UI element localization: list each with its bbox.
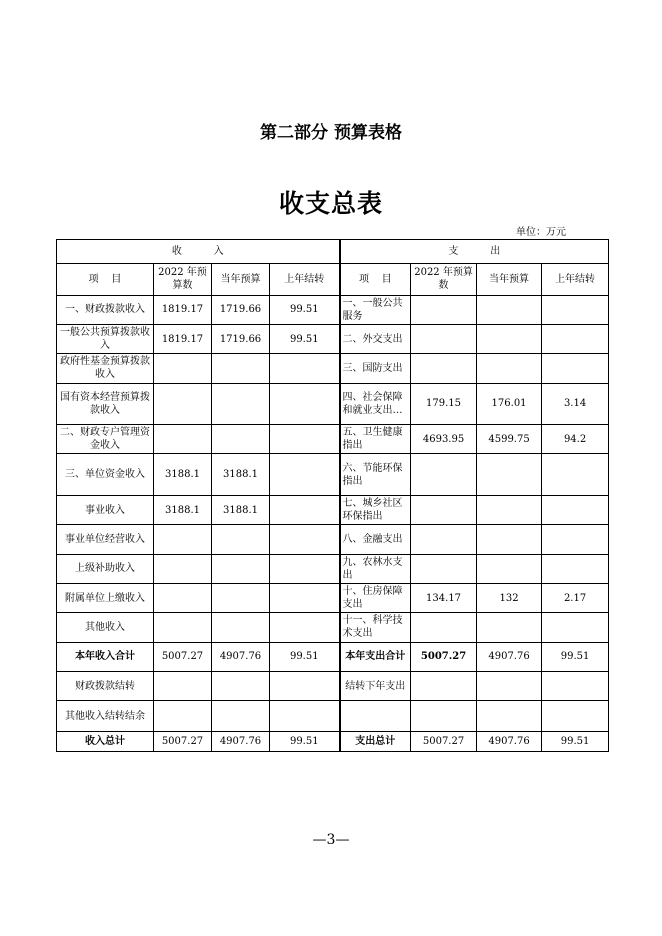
expense-current-cell <box>477 324 542 353</box>
income-current-header: 当年预算 <box>212 264 270 295</box>
income-current-cell <box>212 613 270 642</box>
income-current-cell: 1719.66 <box>212 295 270 324</box>
expense-item-cell: 四、社会保障和就业支出… <box>340 383 411 424</box>
income-item-cell: 上级补助收入 <box>57 554 154 583</box>
table-row <box>57 354 609 383</box>
income-item-cell: 二、财政专户管理资金收入 <box>57 425 154 454</box>
income-current-cell <box>212 354 270 383</box>
cell <box>154 701 212 731</box>
cell <box>411 672 477 701</box>
cell <box>477 672 542 701</box>
table-body <box>57 240 609 296</box>
income-current-cell <box>212 425 270 454</box>
income-budget2022-cell <box>154 383 212 424</box>
table-row <box>57 525 609 554</box>
expense-budget2022-cell: 134.17 <box>411 583 477 612</box>
expense-item-cell: 五、卫生健康指出 <box>340 425 411 454</box>
income-grand-total-last: 99.51 <box>270 731 340 751</box>
group-header-row <box>57 240 609 264</box>
income-last-year-cell <box>270 354 340 383</box>
expense-grand-total-b22: 5007.27 <box>411 731 477 751</box>
expense-item-cell: 九、农林水支出 <box>340 554 411 583</box>
expense-item-cell: 八、金融支出 <box>340 525 411 554</box>
column-header-row <box>57 264 609 295</box>
income-last-year-cell <box>270 554 340 583</box>
expense-last-year-cell <box>542 613 609 642</box>
expense-carry-label: 结转下年支出 <box>340 672 411 701</box>
income-budget2022-cell: 1819.17 <box>154 295 212 324</box>
expense-year-total-current: 4907.76 <box>477 642 542 671</box>
unit-label: 单位：万元 <box>516 227 566 238</box>
expense-item-header: 项 目 <box>340 264 411 295</box>
expense-current-cell <box>477 354 542 383</box>
cell <box>154 672 212 701</box>
income-current-cell <box>212 525 270 554</box>
expense-current-cell <box>477 613 542 642</box>
data-rows <box>57 295 609 642</box>
table-row <box>57 295 609 324</box>
expense-budget2022-cell <box>411 554 477 583</box>
expense-last-year-cell: 3.14 <box>542 383 609 424</box>
income-item-cell: 其他收入 <box>57 613 154 642</box>
cell <box>270 701 340 731</box>
income-budget2022-cell <box>154 554 212 583</box>
expense-last-year-cell <box>542 525 609 554</box>
expense-current-cell: 176.01 <box>477 383 542 424</box>
table-row <box>57 613 609 642</box>
income-last-year-cell <box>270 525 340 554</box>
income-last-year-cell: 99.51 <box>270 295 340 324</box>
income-budget2022-cell: 3188.1 <box>154 495 212 524</box>
expense-current-cell <box>477 554 542 583</box>
expense-current-cell <box>477 525 542 554</box>
expense-item-cell: 七、城乡社区环保指出 <box>340 495 411 524</box>
income-last-year-cell <box>270 383 340 424</box>
cell <box>477 701 542 731</box>
expense-current-cell: 132 <box>477 583 542 612</box>
expense-year-total-last: 99.51 <box>542 642 609 671</box>
budget-summary-table <box>56 239 609 752</box>
income-item-cell: 国有资本经营预算拨款收入 <box>57 383 154 424</box>
income-budget2022-cell <box>154 613 212 642</box>
carry-row <box>57 701 609 731</box>
expense-last-year-cell <box>542 454 609 495</box>
income-budget2022-cell <box>154 425 212 454</box>
expense-current-cell <box>477 295 542 324</box>
expense-last-year-cell <box>542 295 609 324</box>
income-budget2022-cell: 1819.17 <box>154 324 212 353</box>
income-grand-total-b22: 5007.27 <box>154 731 212 751</box>
expense-budget2022-cell <box>411 495 477 524</box>
income-current-cell: 3188.1 <box>212 495 270 524</box>
cell <box>212 701 270 731</box>
income-current-cell <box>212 583 270 612</box>
income-item-cell: 附属单位上缴收入 <box>57 583 154 612</box>
table-row <box>57 425 609 454</box>
table-row <box>57 554 609 583</box>
table-row <box>57 324 609 353</box>
expense-item-cell: 二、外交支出 <box>340 324 411 353</box>
income-budget2022-header: 2022 年预算数 <box>154 264 212 295</box>
expense-budget2022-header: 2022 年预算数 <box>411 264 477 295</box>
expense-year-total-b22: 5007.27 <box>411 642 477 671</box>
expense-lastyear-header: 上年结转 <box>542 264 609 295</box>
income-last-year-cell: 99.51 <box>270 324 340 353</box>
income-budget2022-cell: 3188.1 <box>154 454 212 495</box>
income-carry-label: 财政拨款结转 <box>57 672 154 701</box>
expense-last-year-cell: 2.17 <box>542 583 609 612</box>
income-item-header: 项 目 <box>57 264 154 295</box>
income-budget2022-cell <box>154 583 212 612</box>
totals-body <box>57 642 609 751</box>
cell <box>411 701 477 731</box>
page-number: —3— <box>312 832 350 848</box>
income-item-cell: 政府性基金预算拨款收入 <box>57 354 154 383</box>
income-item-cell: 一般公共预算拨款收入 <box>57 324 154 353</box>
expense-grand-total-last: 99.51 <box>542 731 609 751</box>
expense-current-cell: 4599.75 <box>477 425 542 454</box>
income-last-year-cell <box>270 613 340 642</box>
expense-budget2022-cell: 4693.95 <box>411 425 477 454</box>
cell <box>212 672 270 701</box>
income-last-year-cell <box>270 583 340 612</box>
income-item-cell: 事业收入 <box>57 495 154 524</box>
expense-current-cell <box>477 454 542 495</box>
income-budget2022-cell <box>154 354 212 383</box>
income-year-total-current: 4907.76 <box>212 642 270 671</box>
expense-grand-total-label: 支出总计 <box>340 731 411 751</box>
income-current-cell <box>212 554 270 583</box>
income-current-cell: 3188.1 <box>212 454 270 495</box>
expense-budget2022-cell <box>411 324 477 353</box>
expense-last-year-cell <box>542 495 609 524</box>
income-year-total-label: 本年收入合计 <box>57 642 154 671</box>
cell <box>542 672 609 701</box>
expense-last-year-cell: 94.2 <box>542 425 609 454</box>
income-lastyear-header: 上年结转 <box>270 264 340 295</box>
grand-total-row <box>57 731 609 751</box>
income-year-total-b22: 5007.27 <box>154 642 212 671</box>
year-total-row <box>57 642 609 671</box>
income-carry-label: 其他收入结转结余 <box>57 701 154 731</box>
income-year-total-last: 99.51 <box>270 642 340 671</box>
expense-group-header: 支 出 <box>340 240 609 264</box>
table-row <box>57 495 609 524</box>
expense-item-cell: 六、节能环保指出 <box>340 454 411 495</box>
carry-row <box>57 672 609 701</box>
expense-last-year-cell <box>542 354 609 383</box>
income-grand-total-current: 4907.76 <box>212 731 270 751</box>
table-row <box>57 583 609 612</box>
table-row <box>57 454 609 495</box>
expense-item-cell: 一、一般公共服务 <box>340 295 411 324</box>
income-current-cell <box>212 383 270 424</box>
income-group-header: 收 入 <box>57 240 340 264</box>
income-budget2022-cell <box>154 525 212 554</box>
page-title: 收支总表 <box>278 189 383 218</box>
income-last-year-cell <box>270 495 340 524</box>
income-item-cell: 三、单位资金收入 <box>57 454 154 495</box>
expense-budget2022-cell <box>411 354 477 383</box>
expense-item-cell: 三、国防支出 <box>340 354 411 383</box>
expense-current-cell <box>477 495 542 524</box>
expense-budget2022-cell <box>411 454 477 495</box>
income-current-cell: 1719.66 <box>212 324 270 353</box>
expense-last-year-cell <box>542 554 609 583</box>
expense-grand-total-current: 4907.76 <box>477 731 542 751</box>
income-last-year-cell <box>270 454 340 495</box>
cell <box>542 701 609 731</box>
expense-last-year-cell <box>542 324 609 353</box>
table-row <box>57 383 609 424</box>
expense-budget2022-cell <box>411 613 477 642</box>
expense-year-total-label: 本年支出合计 <box>340 642 411 671</box>
expense-budget2022-cell: 179.15 <box>411 383 477 424</box>
expense-budget2022-cell <box>411 525 477 554</box>
part-title: 第二部分 预算表格 <box>260 123 402 143</box>
cell <box>270 672 340 701</box>
expense-current-header: 当年预算 <box>477 264 542 295</box>
expense-item-cell: 十、住房保障支出 <box>340 583 411 612</box>
expense-budget2022-cell <box>411 295 477 324</box>
income-item-cell: 事业单位经营收入 <box>57 525 154 554</box>
expense-carry-label <box>340 701 411 731</box>
expense-item-cell: 十一、科学技术支出 <box>340 613 411 642</box>
income-item-cell: 一、财政拨款收入 <box>57 295 154 324</box>
income-grand-total-label: 收入总计 <box>57 731 154 751</box>
income-last-year-cell <box>270 425 340 454</box>
